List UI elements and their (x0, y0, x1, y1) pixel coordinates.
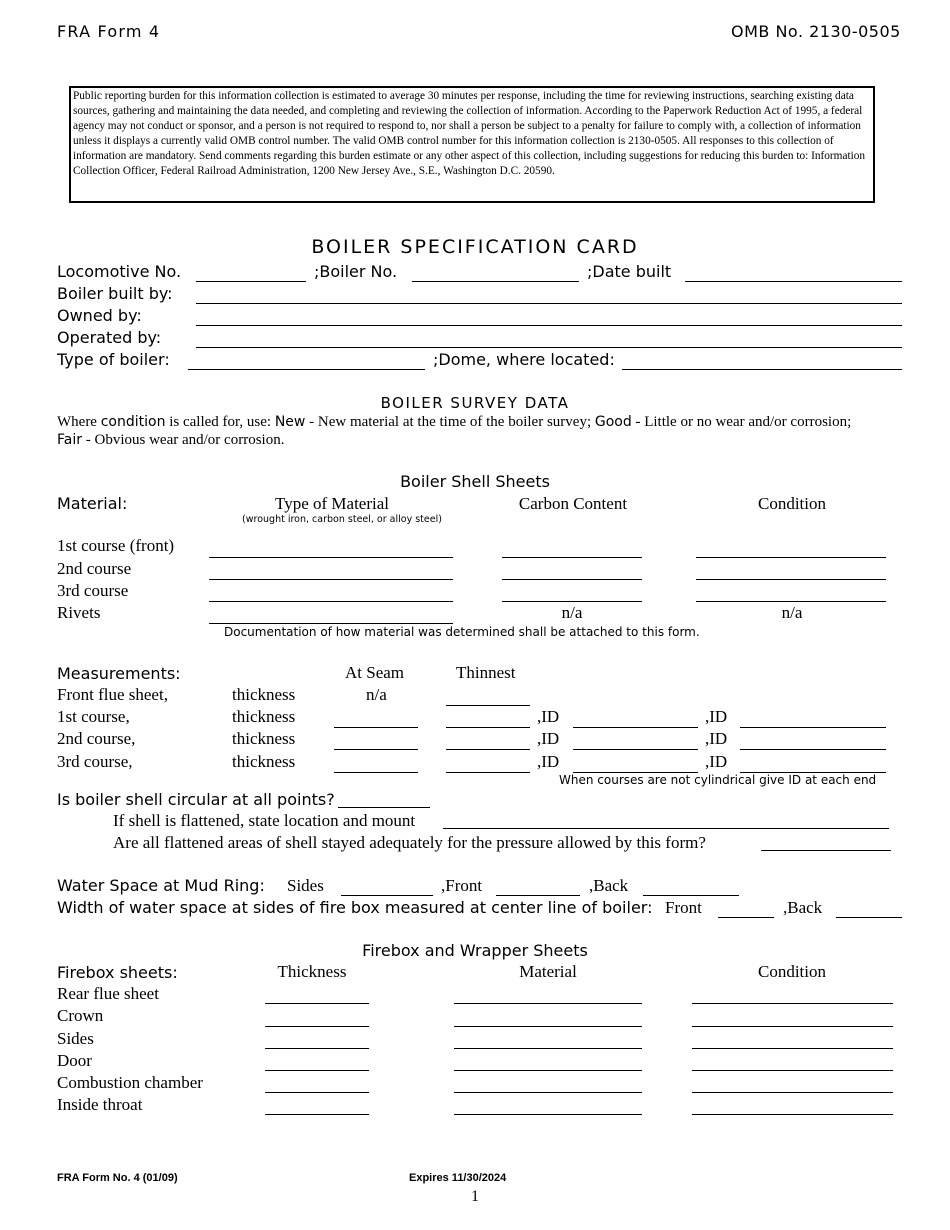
rivets-condition-na: n/a (781, 603, 803, 622)
door-material-field[interactable] (454, 1070, 642, 1071)
flattened-stayed-question: Are all flattened areas of shell stayed adequately for the pressure allowed by this form? (113, 833, 706, 852)
owned-by-field[interactable] (196, 325, 902, 326)
shell-3rd-material-field[interactable] (209, 601, 453, 602)
flattened-location-field[interactable] (443, 828, 889, 829)
shell-1st-material-field[interactable] (209, 557, 453, 558)
circular-question: Is boiler shell circular at all points? (57, 790, 335, 809)
material-label: Material: (57, 494, 128, 513)
type-of-material-header: Type of Material (275, 494, 389, 513)
firebox-row-combustion-chamber: Combustion chamber (57, 1073, 203, 1092)
at-seam-header: At Seam (345, 663, 405, 682)
water-back-label: ,Back (589, 876, 629, 895)
shell-title: Boiler Shell Sheets (400, 472, 550, 491)
id-label: ,ID (537, 729, 560, 748)
door-condition-field[interactable] (692, 1070, 893, 1071)
throat-condition-field[interactable] (692, 1114, 893, 1115)
water-space-label: Water Space at Mud Ring: (57, 876, 265, 895)
2nd-course-thinnest-field[interactable] (446, 749, 530, 750)
boiler-no-field[interactable] (412, 281, 579, 282)
water-width-back-label: ,Back (783, 898, 823, 917)
condition-header: Condition (757, 494, 826, 513)
carbon-content-header: Carbon Content (518, 494, 628, 513)
built-by-label: Boiler built by: (57, 284, 173, 303)
id-label: ,ID (705, 752, 728, 771)
firebox-row-crown: Crown (57, 1006, 104, 1025)
shell-row-2nd-course: 2nd course (57, 559, 132, 578)
boiler-no-label: ;Boiler No. (314, 262, 398, 281)
type-of-boiler-label: Type of boiler: (57, 350, 170, 369)
water-width-front-field[interactable] (718, 917, 774, 918)
3rd-course-thinnest-field[interactable] (446, 772, 530, 773)
locomotive-no-field[interactable] (196, 281, 306, 282)
2nd-course-seam-field[interactable] (334, 749, 418, 750)
shell-1st-carbon-field[interactable] (502, 557, 642, 558)
1st-course-thinnest-field[interactable] (446, 727, 530, 728)
footer-expiration: Expires 11/30/2024 (409, 1172, 507, 1184)
crown-material-field[interactable] (454, 1026, 642, 1027)
form-label: FRA Form 4 (57, 22, 161, 41)
dome-field[interactable] (622, 369, 902, 370)
measure-row-front-flue: Front flue sheet, (57, 685, 168, 704)
3rd-course-seam-field[interactable] (334, 772, 418, 773)
survey-legend-line2: Fair - Obvious wear and/or corrosion. (57, 432, 285, 448)
combustion-thickness-field[interactable] (265, 1092, 369, 1093)
type-of-boiler-field[interactable] (188, 369, 425, 370)
sides-condition-field[interactable] (692, 1048, 893, 1049)
date-built-field[interactable] (685, 281, 902, 282)
2nd-course-id1-field[interactable] (573, 749, 698, 750)
locomotive-no-label: Locomotive No. (57, 262, 182, 281)
shell-2nd-carbon-field[interactable] (502, 579, 642, 580)
measure-row-3rd-course: 3rd course, (57, 752, 133, 771)
throat-material-field[interactable] (454, 1114, 642, 1115)
dome-label: ;Dome, where located: (433, 350, 615, 369)
1st-course-seam-field[interactable] (334, 727, 418, 728)
built-by-field[interactable] (196, 303, 902, 304)
firebox-row-door: Door (57, 1051, 92, 1070)
firebox-condition-header: Condition (757, 962, 826, 981)
thickness-label: thickness (232, 707, 296, 726)
shell-3rd-condition-field[interactable] (696, 601, 886, 602)
rear-flue-thickness-field[interactable] (265, 1003, 369, 1004)
page-title: BOILER SPECIFICATION CARD (311, 236, 639, 258)
water-front-label: ,Front (441, 876, 483, 895)
omb-number: OMB No. 2130-0505 (731, 22, 901, 41)
firebox-material-header: Material (519, 962, 577, 981)
crown-condition-field[interactable] (692, 1026, 893, 1027)
date-built-label: ;Date built (587, 262, 672, 281)
thickness-label: thickness (232, 685, 296, 704)
shell-2nd-material-field[interactable] (209, 579, 453, 580)
water-sides-field[interactable] (341, 895, 433, 896)
documentation-note: Documentation of how material was determined shall be attached to this form. (224, 625, 700, 639)
sides-material-field[interactable] (454, 1048, 642, 1049)
operated-by-label: Operated by: (57, 328, 162, 347)
measure-row-1st-course: 1st course, (57, 707, 130, 726)
2nd-course-id2-field[interactable] (740, 749, 886, 750)
water-front-field[interactable] (496, 895, 580, 896)
firebox-sheets-label: Firebox sheets: (57, 963, 178, 982)
operated-by-field[interactable] (196, 347, 902, 348)
water-width-label: Width of water space at sides of fire box measured at center line of boiler: (57, 898, 653, 917)
water-back-field[interactable] (643, 895, 739, 896)
front-flue-seam-na: n/a (366, 685, 387, 704)
type-of-material-note: (wrought iron, carbon steel, or alloy steel) (242, 514, 442, 525)
firebox-title: Firebox and Wrapper Sheets (362, 941, 588, 960)
combustion-condition-field[interactable] (692, 1092, 893, 1093)
shell-row-rivets: Rivets (57, 603, 101, 622)
owned-by-label: Owned by: (57, 306, 142, 325)
survey-legend-line1: Where condition is called for, use: New - New material at the time of the boiler survey; Good - Little or no wear and/or corrosion; (57, 414, 852, 430)
id-label: ,ID (705, 729, 728, 748)
circular-field[interactable] (338, 807, 430, 808)
combustion-material-field[interactable] (454, 1092, 642, 1093)
crown-thickness-field[interactable] (265, 1026, 369, 1027)
measurements-label: Measurements: (57, 664, 181, 683)
firebox-thickness-header: Thickness (277, 962, 347, 981)
1st-course-id1-field[interactable] (573, 727, 698, 728)
id-note: When courses are not cylindrical give ID at each end (559, 773, 877, 787)
id-label: ,ID (537, 707, 560, 726)
shell-3rd-carbon-field[interactable] (502, 601, 642, 602)
water-sides-label: Sides (287, 876, 324, 895)
id-label: ,ID (705, 707, 728, 726)
water-width-front-label: Front (665, 898, 702, 917)
footer-form-number: FRA Form No. 4 (01/09) (57, 1172, 178, 1184)
front-flue-thinnest-field[interactable] (446, 705, 530, 706)
thinnest-header: Thinnest (456, 663, 516, 682)
measure-row-2nd-course: 2nd course, (57, 729, 136, 748)
rear-flue-condition-field[interactable] (692, 1003, 893, 1004)
firebox-row-inside-throat: Inside throat (57, 1095, 143, 1114)
flattened-location-question: If shell is flattened, state location and mount (113, 811, 416, 830)
shell-2nd-condition-field[interactable] (696, 579, 886, 580)
burden-notice-text: Public reporting burden for this information collection is estimated to average 30 minutes per response, including the time for reviewing instructions, searching existing data sources, gathering and maintaining the data needed, and completing and reviewing the collection of information. According to the Paperwork Reduction Act of 1995, a federal agency may not conduct or sponsor, and a person is not required to respond to, nor shall a person be subject to a penalty for failure to comply with, a collection of information unless it displays a currently valid OMB control number. The valid OMB control number for this information collection is 2130-0505. All responses to this collection of information are mandatory. Send comments regarding this burden estimate or any other aspect of this collection, including suggestions for reducing this burden to: Information Collection Officer, Federal Railroad Administration, 1200 New Jersey Ave., S.E., Washington D.C. 20590. (73, 90, 866, 177)
flattened-stayed-field[interactable] (761, 850, 891, 851)
shell-row-3rd-course: 3rd course (57, 581, 129, 600)
throat-thickness-field[interactable] (265, 1114, 369, 1115)
shell-1st-condition-field[interactable] (696, 557, 886, 558)
rear-flue-material-field[interactable] (454, 1003, 642, 1004)
page-number: 1 (471, 1188, 479, 1205)
shell-rivets-material-field[interactable] (209, 623, 453, 624)
door-thickness-field[interactable] (265, 1070, 369, 1071)
rivets-carbon-na: n/a (561, 603, 583, 622)
survey-title: BOILER SURVEY DATA (380, 394, 570, 412)
sides-thickness-field[interactable] (265, 1048, 369, 1049)
water-width-back-field[interactable] (836, 917, 902, 918)
firebox-row-sides: Sides (57, 1029, 94, 1048)
id-label: ,ID (537, 752, 560, 771)
shell-row-1st-course: 1st course (front) (57, 536, 175, 555)
burden-notice-box (69, 86, 875, 203)
firebox-row-rear-flue: Rear flue sheet (57, 984, 159, 1003)
thickness-label: thickness (232, 729, 296, 748)
1st-course-id2-field[interactable] (740, 727, 886, 728)
thickness-label: thickness (232, 752, 296, 771)
